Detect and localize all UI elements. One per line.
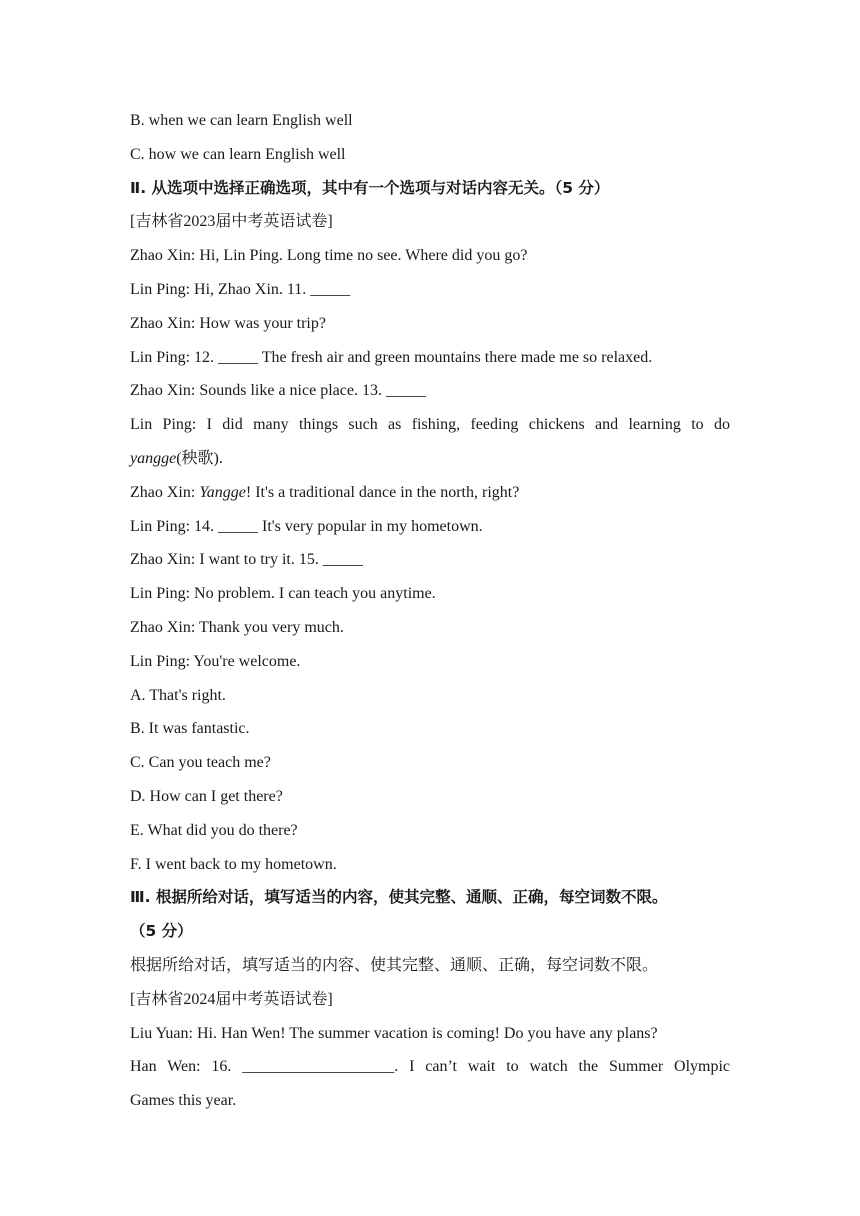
yangge-italic: Yangge bbox=[199, 483, 246, 501]
answer-option: C. Can you teach me? bbox=[130, 754, 271, 772]
dialogue-line: Lin Ping: 14. _____ It's very popular in my hometown. bbox=[130, 517, 483, 535]
answer-option: D. How can I get there? bbox=[130, 787, 283, 805]
dialogue-line: Liu Yuan: Hi. Han Wen! The summer vacation is coming! Do you have any plans? bbox=[130, 1024, 658, 1042]
dialogue-line: Zhao Xin: Sounds like a nice place. 13. _____ bbox=[130, 382, 426, 400]
dialogue-line: Zhao Xin: I want to try it. 15. _____ bbox=[130, 551, 363, 569]
document-page bbox=[130, 104, 730, 1118]
dialogue-line: Lin Ping: No problem. I can teach you anytime. bbox=[130, 585, 436, 603]
dialogue-text: ! It's a traditional dance in the north, right? bbox=[245, 483, 520, 501]
dialogue-line: Lin Ping: 12. _____ The fresh air and green mountains there made me so relaxed. bbox=[130, 348, 653, 366]
yangge-italic: yangge bbox=[130, 449, 177, 467]
answer-option: F. I went back to my hometown. bbox=[130, 855, 337, 873]
section-3-source: [吉林省2024届中考英语试卷] bbox=[130, 990, 333, 1008]
section-3-instruction: 根据所给对话，填写适当的内容、使其完整、通顺、正确，每空词数不限。 bbox=[130, 956, 659, 974]
yangge-gloss: (秧歌). bbox=[176, 449, 223, 467]
speaker-prefix: Zhao Xin: bbox=[130, 483, 200, 501]
section-3-heading: Ⅲ. 根据所给对话，填写适当的内容，使其完整、通顺、正确，每空词数不限。 bbox=[130, 888, 668, 907]
dialogue-line-continued: Games this year. bbox=[130, 1092, 237, 1110]
section-2-source: [吉林省2023届中考英语试卷] bbox=[130, 213, 333, 231]
dialogue-line: Lin Ping: Hi, Zhao Xin. 11. _____ bbox=[130, 280, 351, 298]
dialogue-line: Zhao Xin: Thank you very much. bbox=[130, 618, 344, 636]
dialogue-line: Lin Ping: I did many things such as fishing, feeding chickens and learning to do bbox=[130, 416, 730, 434]
dialogue-line-continued bbox=[130, 442, 730, 476]
answer-option: B. It was fantastic. bbox=[130, 720, 250, 738]
dialogue-line: Lin Ping: You're welcome. bbox=[130, 652, 301, 670]
dialogue-line: Zhao Xin: Hi, Lin Ping. Long time no see. Where did you go? bbox=[130, 247, 528, 265]
dialogue-line bbox=[130, 476, 730, 510]
answer-option: A. That's right. bbox=[130, 686, 226, 704]
option-b-part1: B. when we can learn English well bbox=[130, 112, 353, 129]
dialogue-line: Zhao Xin: How was your trip? bbox=[130, 314, 326, 332]
dialogue-line: Han Wen: 16. ___________________. I can’t wait to watch the Summer Olympic bbox=[130, 1058, 730, 1076]
section-3-heading-score: （5 分） bbox=[130, 922, 193, 941]
answer-option: E. What did you do there? bbox=[130, 821, 298, 839]
option-c-part1: C. how we can learn English well bbox=[130, 145, 346, 163]
section-2-heading: Ⅱ. 从选项中选择正确选项，其中有一个选项与对话内容无关。（5 分） bbox=[130, 178, 610, 197]
